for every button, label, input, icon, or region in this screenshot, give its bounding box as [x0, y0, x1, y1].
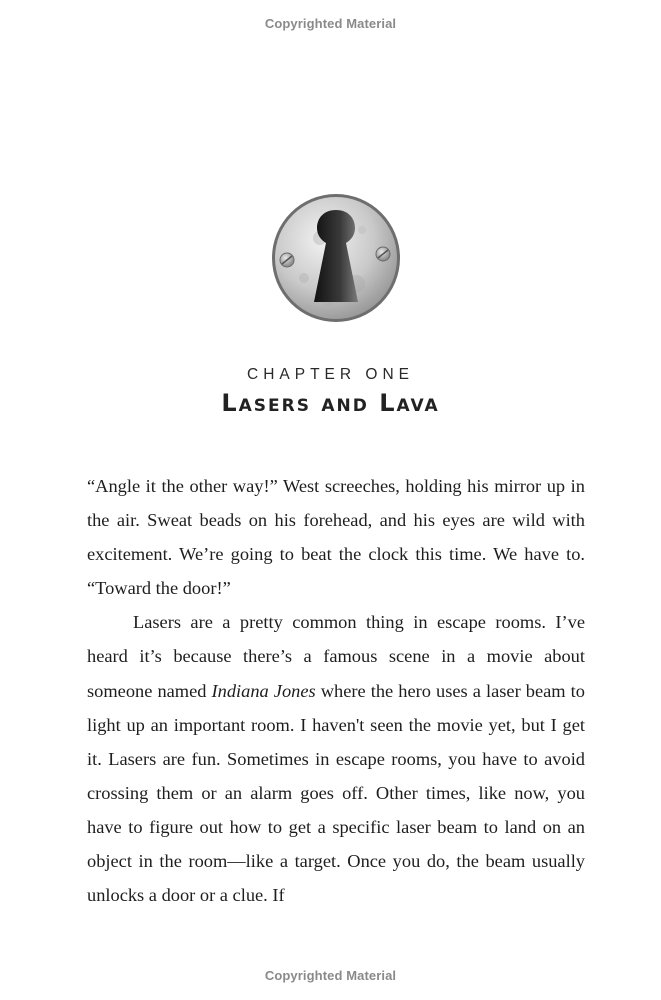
copyright-watermark-top: Copyrighted Material	[264, 16, 397, 31]
chapter-body	[87, 469, 585, 912]
paragraph-2-rest: where the hero uses a laser beam to light up an important room. I haven't seen the movie yet, but I get it. Lasers are fun. Sometimes in escape rooms, you have to avoid crossing them or an alarm goes off. Other times, like now, you have to figure out how to get a specific laser beam to land on an object in the room—like a target. Once you do, the beam usually unlocks a door or a clue. If	[87, 680, 585, 906]
movie-title: Indiana Jones	[211, 680, 316, 701]
paragraph-2	[87, 605, 585, 912]
keyhole-icon	[270, 192, 402, 324]
paragraph-2-start: Lasers are a pretty common thing in escape rooms. I’ve heard it’s because there’s a famous scene in a movie about someone named	[87, 612, 585, 701]
copyright-watermark-bottom: Copyrighted Material	[264, 968, 397, 983]
paragraph-1: “Angle it the other way!” West screeches, holding his mirror up in the air. Sweat beads on his forehead, and his eyes are wild with excitement. We’re going to beat the clock this time. We have to. “Toward the door!”	[87, 476, 585, 599]
chapter-title: Lasers and Lava	[221, 389, 440, 417]
chapter-label: CHAPTER ONE	[247, 366, 414, 383]
